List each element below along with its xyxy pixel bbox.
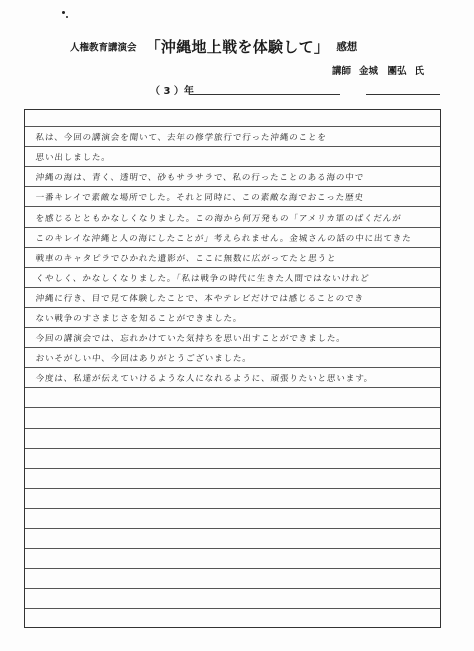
header xyxy=(70,36,450,62)
essay-line: 今回の講演会では、忘れかけていた気持ちを思い出すことができました。 xyxy=(35,334,347,345)
title-suffix: 感想 xyxy=(336,41,358,53)
ruled-line xyxy=(25,347,440,348)
lecturer-name: 金城 團弘 xyxy=(358,66,407,77)
lecturer-honorific: 氏 xyxy=(414,66,424,77)
essay-line: このキレイな沖縄と人の海にしたことが」考えられません。金城さんの話の中に出てきた xyxy=(35,233,412,244)
ruled-line xyxy=(25,608,440,609)
lined-writing-sheet xyxy=(24,109,441,628)
ruled-line xyxy=(25,206,440,207)
ruled-line xyxy=(25,126,440,127)
ruled-line xyxy=(25,387,440,388)
essay-line: 沖縄の海は、青く、透明で、砂もサラサラで、私の行ったことのある海の中で xyxy=(35,173,365,184)
name-underline xyxy=(366,94,440,95)
ruled-line xyxy=(25,468,440,469)
essay-line: 一番キレイで素敵な場所でした。それと同時に、この素敵な海でおこった歴史 xyxy=(35,193,365,204)
lecturer-line xyxy=(332,63,424,77)
ruled-line xyxy=(25,367,440,368)
grade-row xyxy=(150,82,440,96)
essay-line: 戦車のキャタピラでひかれた遺影が、ここに無数に広がってたと思うと xyxy=(35,253,337,264)
ruled-line xyxy=(25,307,440,308)
ruled-line xyxy=(25,488,440,489)
ruled-line xyxy=(25,407,440,408)
ruled-line xyxy=(25,548,440,549)
ruled-line xyxy=(25,227,440,228)
ruled-line xyxy=(25,528,440,529)
essay-line: おいそがしい中、今回はありがとうございました。 xyxy=(35,354,253,365)
scan-speck xyxy=(66,16,68,18)
lecturer-role: 講師 xyxy=(331,66,351,77)
lecture-series-label: 人権教育講演会 xyxy=(70,42,137,54)
ruled-line xyxy=(25,588,440,589)
essay-line: 私は、今回の講演会を聞いて、去年の修学旅行で行った沖縄のことを xyxy=(35,133,328,144)
ruled-line xyxy=(25,267,440,268)
ruled-line xyxy=(25,287,440,288)
ruled-line xyxy=(25,428,440,429)
ruled-line xyxy=(25,146,440,147)
ruled-line xyxy=(25,508,440,509)
lecture-title: 「沖縄地上戦を体験して」 xyxy=(145,38,330,56)
ruled-line xyxy=(25,568,440,569)
ruled-line xyxy=(25,186,440,187)
essay-line: を感じるとともかなしくなりました。この海から何万発もの「アメリカ軍のばくだんが xyxy=(35,213,402,224)
ruled-line xyxy=(25,166,440,167)
grade-label: （ 3 ）年 xyxy=(150,86,194,97)
ruled-line xyxy=(25,327,440,328)
essay-line: ない戦争のすさまじさを知ることができました。 xyxy=(35,314,243,324)
essay-line: くやしく、かなしくなりました。「私は戦争の時代に生きた人間ではないけれど xyxy=(35,273,370,284)
essay-line: 沖縄に行き、目で見て体験したことで、本やテレビだけでは感じることのでき xyxy=(35,293,365,304)
scan-speck xyxy=(62,11,65,14)
essay-line: 今度は、私達が伝えていけるような人になれるように、頑張りたいと思います。 xyxy=(35,374,374,385)
essay-line: 思い出しました。 xyxy=(35,153,112,164)
ruled-line xyxy=(25,247,440,248)
grade-underline xyxy=(190,94,340,95)
ruled-line xyxy=(25,448,440,449)
